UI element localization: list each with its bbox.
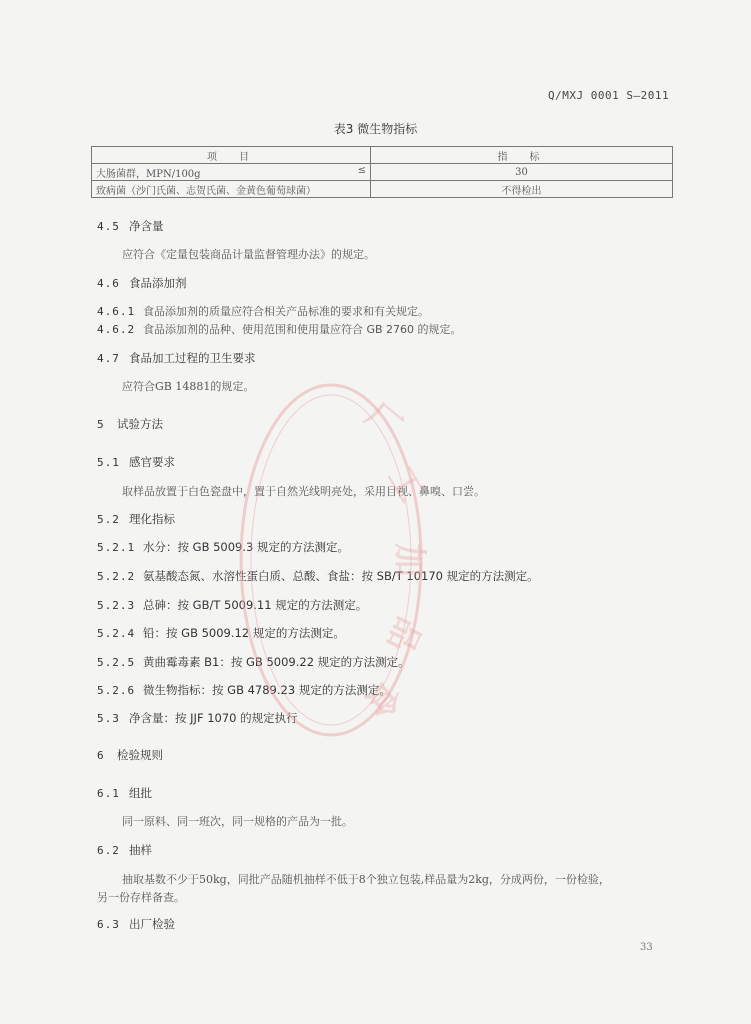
- clause: 5.2.2 氨基酸态氮、水溶性蛋白质、总酸、食盐：按 SB/T 10170 规定的方法测定。: [97, 569, 539, 583]
- paragraph: 另一份存样备查。: [97, 891, 185, 904]
- table-cell-item: [92, 164, 371, 181]
- table-title: 表3 微生物指标: [333, 122, 418, 136]
- section-heading: 5 试验方法: [97, 417, 163, 431]
- table-header-item: 项 目: [92, 147, 371, 164]
- table-cell-value: 30: [371, 164, 673, 181]
- table-cell-item: [92, 181, 371, 198]
- seal-character: 工: [379, 459, 432, 510]
- table-row: [92, 164, 673, 181]
- section-heading: 5.2 理化指标: [97, 512, 175, 526]
- seal-character: 品: [378, 610, 430, 659]
- section-heading: 5.1 感官要求: [97, 455, 175, 469]
- paragraph: 同一原料、同一班次，同一规格的产品为一批。: [122, 815, 353, 828]
- section-heading: 6.3 出厂检验: [97, 917, 175, 931]
- clause: 5.2.4 铅：按 GB 5009.12 规定的方法测定。: [97, 626, 345, 640]
- seal-character: 加: [389, 543, 429, 577]
- paragraph: 应符合GB 14881的规定。: [122, 380, 255, 393]
- item-label: 致病菌（沙门氏菌、志贺氏菌、金黄色葡萄球菌）: [96, 185, 316, 197]
- section-heading: 4.7 食品加工过程的卫生要求: [97, 351, 256, 365]
- clause: 5.2.1 水分：按 GB 5009.3 规定的方法测定。: [97, 540, 350, 554]
- document-number: Q/MXJ 0001 S—2011: [548, 89, 670, 102]
- item-label: 大肠菌群，MPN/100g: [96, 168, 201, 180]
- clause: 4.6.2 食品添加剂的品种、使用范围和使用量应符合 GB 2760 的规定。: [97, 323, 462, 336]
- section-heading: 6.2 抽样: [97, 843, 152, 857]
- seal-character: 厂: [357, 395, 409, 448]
- clause: 5.2.3 总砷：按 GB/T 5009.11 规定的方法测定。: [97, 598, 368, 612]
- clause: 5.2.6 微生物指标：按 GB 4789.23 规定的方法测定。: [97, 683, 391, 697]
- table-cell-value: 不得检出: [371, 181, 673, 198]
- section-heading: 6.1 组批: [97, 786, 152, 800]
- table-header-row: [92, 147, 673, 164]
- paragraph: 抽取基数不少于50kg，同批产品随机抽样不低于8个独立包装,样品量为2kg，分成两份，一份检验，: [122, 873, 610, 886]
- paragraph: 取样品放置于白色瓷盘中，置于自然光线明亮处，采用目视、鼻嗅、口尝。: [122, 485, 485, 498]
- operator-symbol: ≤: [357, 164, 366, 176]
- section-heading: 4.6 食品添加剂: [97, 276, 187, 290]
- seal-character: 食: [357, 672, 409, 725]
- table-header-value: 指 标: [371, 147, 673, 164]
- section-heading: 6 检验规则: [97, 748, 163, 762]
- microbiology-table: [91, 146, 673, 198]
- page-number: 33: [640, 942, 653, 953]
- table-row: [92, 181, 673, 198]
- paragraph: 应符合《定量包装商品计量监督管理办法》的规定。: [122, 248, 375, 261]
- clause: 5.2.5 黄曲霉毒素 B1：按 GB 5009.22 规定的方法测定。: [97, 655, 410, 669]
- clause: 5.3 净含量：按 JJF 1070 的规定执行: [97, 711, 298, 725]
- section-heading: 4.5 净含量: [97, 219, 164, 233]
- clause: 4.6.1 食品添加剂的质量应符合相关产品标准的要求和有关规定。: [97, 305, 429, 318]
